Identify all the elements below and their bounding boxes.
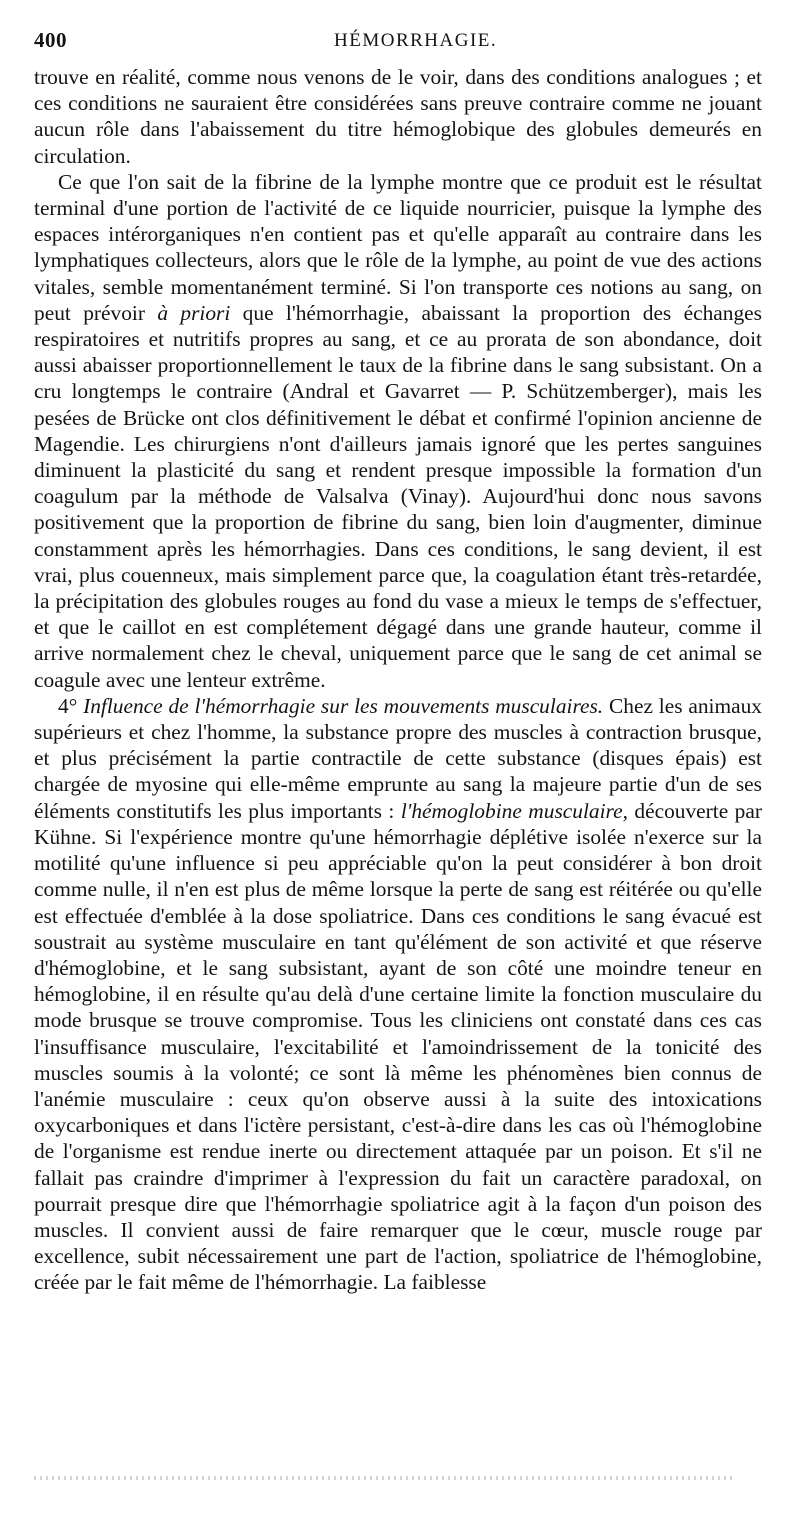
footer-print-artifact	[34, 1476, 734, 1480]
paragraph-2-italic-a-priori: à priori	[157, 300, 231, 325]
book-page	[34, 28, 762, 1296]
paragraph-3-text-part-1: Chez les animaux supérieurs et chez l'homme, la substance propre des muscles à contraction brusque, et plus précisément la partie contractile de cette substance (disques épais) est chargée de myosine qui elle-même emprunte au sang la majeure partie d'un de ses éléments constitutifs les plus importants :	[34, 693, 762, 823]
page-header	[34, 28, 762, 64]
running-title: HÉMORRHAGIE.	[334, 30, 498, 51]
paragraph-2	[34, 169, 762, 693]
section-heading: Influence de l'hémorrhagie sur les mouvements musculaires.	[83, 693, 604, 718]
section-number: 4°	[58, 693, 78, 718]
paragraph-2-text-part-2: que l'hémorrhagie, abaissant la proportion des échanges respiratoires et nutritifs propres au sang, et ce au prorata de son abondance, doit aussi abaisser proportionnellement le taux de la fibrine dans le sang subsistant. On a cru longtemps le contraire (Andral et Gavarret — P. Schützemberger), mais les pesées de Brücke ont clos définitivement le débat et confirmé l'opinion ancienne de Magendie. Les chirurgiens n'ont d'ailleurs jamais ignoré que les pertes sanguines diminuent la plasticité du sang et rendent presque impossible la formation d'un coagulum par la méthode de Valsalva (Vinay). Aujourd'hui donc nous savons positivement que la proportion de fibrine du sang, bien loin d'augmenter, diminue constamment après les hémorrhagies. Dans ces conditions, le sang devient, il est vrai, plus couenneux, mais simplement parce que, la coagulation étant très-retardée, la précipitation des globules rouges au fond du vase a mieux le temps de s'effectuer, et que le caillot en est complétement dégagé dans une grande hauteur, comme il arrive normalement chez le cheval, uniquement parce que le sang de cet animal se coagule avec une lenteur extrême.	[34, 300, 763, 692]
paragraph-2-text-part-1: Ce que l'on sait de la fibrine de la lymphe montre que ce produit est le résultat terminal d'une portion de l'activité de ce liquide nourricier, puisque la lymphe des espaces intérorganiques n'en contient pas et qu'elle apparaît au contraire dans les lymphatiques collecteurs, alors que le rôle de la lymphe, au point de vue des actions vitales, semble momentanément terminé. Si l'on transporte ces notions au sang, on peut prévoir	[34, 169, 762, 325]
paragraph-1-text: trouve en réalité, comme nous venons de le voir, dans des conditions analogues ; et ces conditions ne sauraient être considérées sans preuve contraire comme ne jouant aucun rôle dans l'abaissement du titre hémoglobique des globules demeurés en circulation.	[34, 65, 762, 168]
paragraph-3	[34, 693, 762, 1296]
paragraph-3-text-part-2: , découverte par Kühne. Si l'expérience montre qu'une hémorrhagie déplétive isolée n'exerce sur la motilité qu'une influence si peu appréciable qu'on la peut considérer à bon droit comme nulle, il n'en est plus de même lorsque la perte de sang est réitérée ou qu'elle est effectuée d'emblée à la dose spoliatrice. Dans ces conditions le sang évacué est soustrait au système musculaire en tant qu'élément de son activité et que réserve d'hémoglobine, et le sang subsistant, ayant de son côté une moindre teneur en hémoglobine, il en résulte qu'au delà d'une certaine limite la fonction musculaire du mode brusque se trouve compromise. Tous les cliniciens ont constaté dans ces cas l'insuffisance musculaire, l'excitabilité et l'amoindrissement de la tonicité des muscles soumis à la volonté; ce sont là même les phénomènes bien connus de l'anémie musculaire : ceux qu'on observe aussi à la suite des intoxications oxycarboniques et dans l'ictère persistant, c'est-à-dire dans les cas où l'hémoglobine de l'organisme est rendue inerte ou directement attaquée par un poison. Et s'il ne fallait pas craindre d'imprimer à l'expression du fait un caractère paradoxal, on pourrait presque dire que l'hémorrhagie spoliatrice agit à la façon d'un poison des muscles. Il convient aussi de faire remarquer que le cœur, muscle rouge par excellence, subit nécessairement une part de l'action, spoliatrice de l'hémoglobine, créée par le fait même de l'hémorrhagie. La faiblesse	[34, 798, 762, 1295]
page-number: 400	[34, 28, 67, 52]
paragraph-3-italic-hemoglobine: l'hémoglobine musculaire	[400, 798, 623, 823]
body-text	[34, 64, 762, 1296]
paragraph-1	[34, 64, 762, 169]
